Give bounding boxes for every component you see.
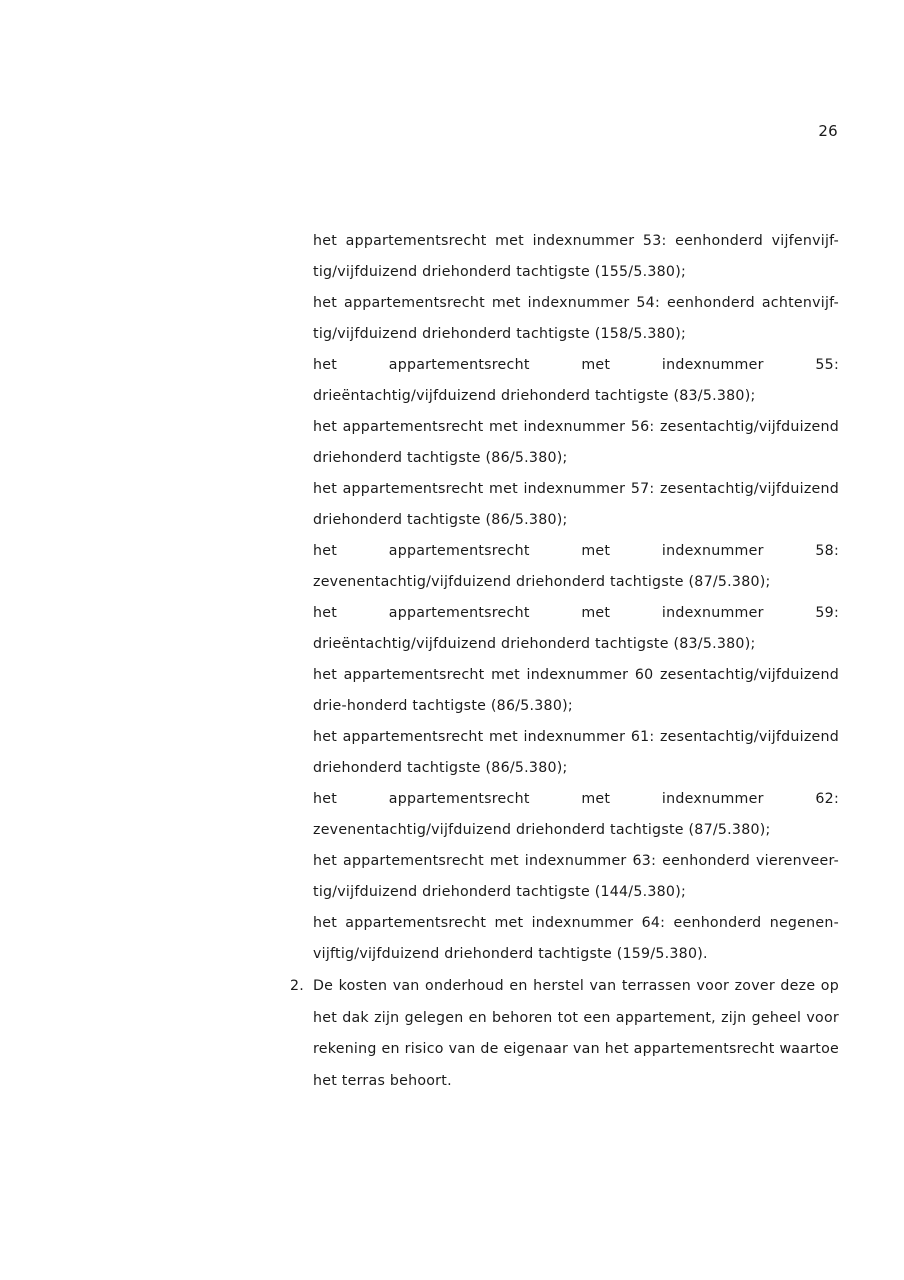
entry-57: het appartementsrecht met indexnummer 57: zesentachtig/vijfduizend driehonderd tachtigste (86/5.380);	[313, 481, 839, 528]
paragraph-number: 2.	[290, 978, 305, 994]
paragraph-text: De kosten van onderhoud en herstel van terrassen voor zover deze op het dak zijn gelegen en behoren tot een appartement, zijn geheel voor rekening en risico van de eigenaar van het appartementsrecht waartoe het terras behoort.	[313, 978, 839, 1089]
entry-63: het appartementsrecht met indexnummer 63: eenhonderd vierenveer-tig/vijfduizend driehonderd tachtigste (144/5.380);	[313, 853, 839, 900]
entry-61: het appartementsrecht met indexnummer 61: zesentachtig/vijfduizend driehonderd tachtigste (86/5.380);	[313, 729, 839, 776]
entry-62: het appartementsrecht met indexnummer 62: zevenentachtig/vijfduizend driehonderd tachtigste (87/5.380);	[313, 791, 839, 838]
document-body	[290, 226, 839, 1097]
entry-54: het appartementsrecht met indexnummer 54: eenhonderd achtenvijf-tig/vijfduizend driehonderd tachtigste (158/5.380);	[313, 295, 839, 342]
entry-55: het appartementsrecht met indexnummer 55: drieëntachtig/vijfduizend driehonderd tachtigste (83/5.380);	[313, 357, 839, 404]
entry-56: het appartementsrecht met indexnummer 56: zesentachtig/vijfduizend driehonderd tachtigste (86/5.380);	[313, 419, 839, 466]
entry-59: het appartementsrecht met indexnummer 59: drieëntachtig/vijfduizend driehonderd tachtigste (83/5.380);	[313, 605, 839, 652]
numbered-paragraph-2	[290, 971, 839, 1097]
entry-60: het appartementsrecht met indexnummer 60 zesentachtig/vijfduizend drie-honderd tachtigste (86/5.380);	[313, 667, 839, 714]
entry-64: het appartementsrecht met indexnummer 64: eenhonderd negenen-vijftig/vijfduizend driehonderd tachtigste (159/5.380).	[313, 915, 839, 962]
entry-58: het appartementsrecht met indexnummer 58: zevenentachtig/vijfduizend driehonderd tachtigste (87/5.380);	[313, 543, 839, 590]
entry-53: het appartementsrecht met indexnummer 53: eenhonderd vijfenvijf-tig/vijfduizend driehonderd tachtigste (155/5.380);	[313, 233, 839, 280]
page-number: 26	[818, 122, 838, 140]
